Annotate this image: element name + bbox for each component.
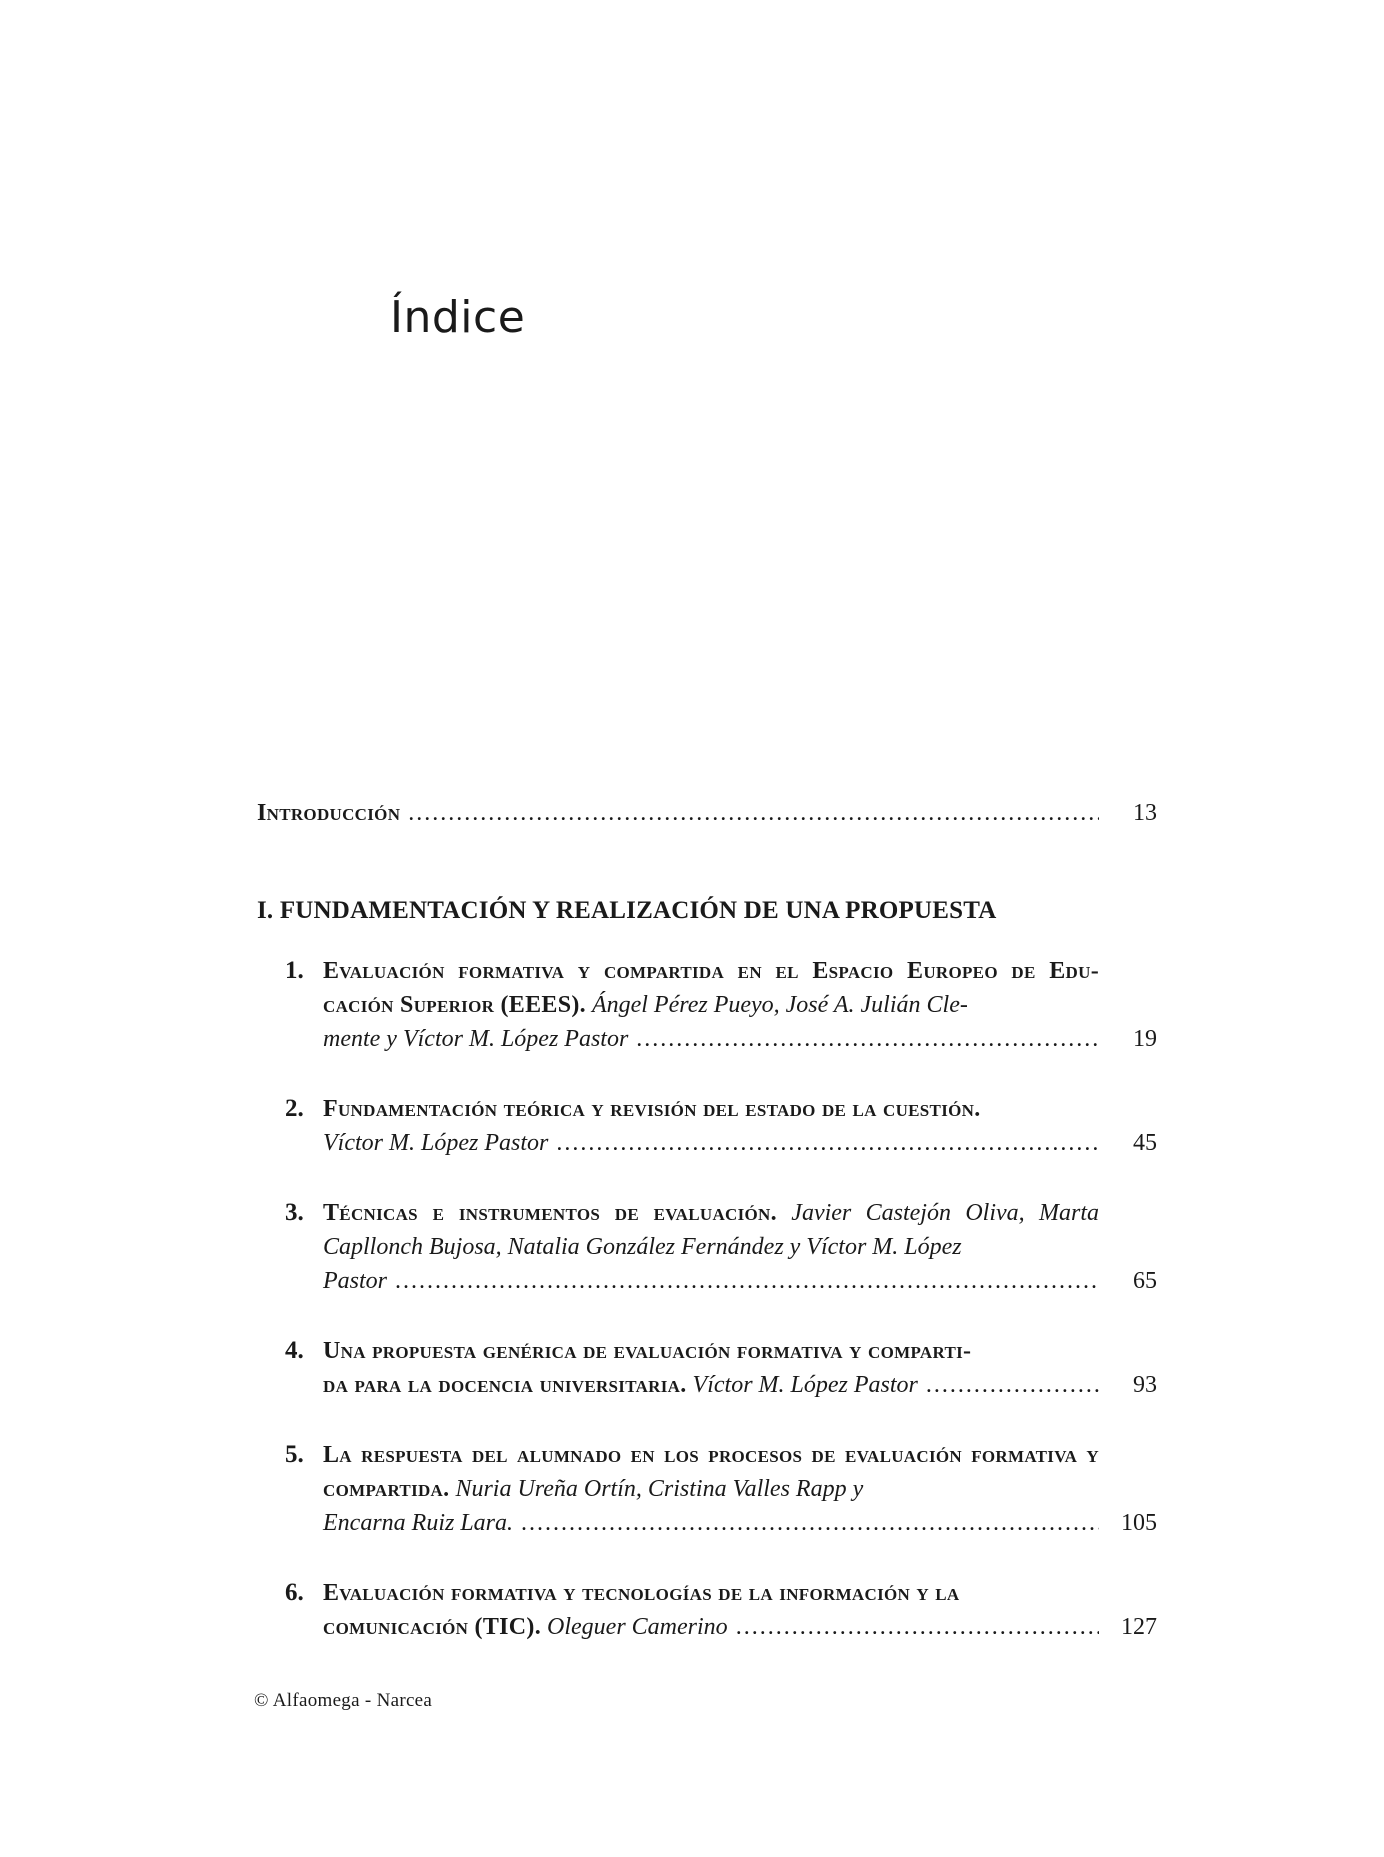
toc-entry-number: 4. — [285, 1337, 304, 1364]
toc-page-number: 127 — [1121, 1614, 1157, 1640]
toc-entry-last-label — [323, 1610, 728, 1644]
toc-entry-title: da para la docencia universitaria. — [323, 1372, 687, 1398]
toc-entry[interactable] — [257, 1438, 1157, 1540]
chapter-list — [257, 954, 1157, 1644]
toc-entry-title: comunicación (TIC). — [323, 1614, 542, 1640]
toc-entry-last-line — [323, 1264, 1157, 1298]
toc-entry-text — [323, 1092, 1157, 1160]
toc-entry-text — [323, 1334, 1157, 1402]
toc-entry[interactable] — [257, 954, 1157, 1056]
toc-entry-title: La respuesta del alumnado en los procesos de evaluación formativa y compartida. — [323, 1442, 1099, 1502]
toc-intro-row[interactable] — [257, 796, 1157, 830]
toc-entry-authors: Víctor M. López Pastor — [692, 1372, 918, 1398]
toc-entry-title: Evaluación formativa y tecnologías de la información y la — [323, 1580, 960, 1606]
toc-entry-authors: Víctor M. López Pastor — [323, 1130, 549, 1156]
toc-entry-text — [323, 1196, 1157, 1298]
dot-leader — [395, 1264, 1099, 1298]
toc-entry-last-line — [323, 1022, 1157, 1056]
toc-entry-authors: Javier Castejón Oliva, Marta Capllonch Bujosa, Natalia González Fernández y Víctor M. López — [323, 1200, 1100, 1260]
toc-entry-title: Evaluación formativa y compartida en el Espacio Europeo de Edu-cación Superior (EEES). — [323, 958, 1099, 1018]
toc-page-number: 105 — [1121, 1510, 1157, 1536]
toc-entry-authors: Encarna Ruiz Lara. — [323, 1510, 514, 1536]
toc-page-number: 65 — [1133, 1268, 1157, 1294]
toc-entry-text — [323, 1576, 1157, 1644]
toc-page-number: 13 — [1133, 800, 1157, 826]
part-title: I. FUNDAMENTACIÓN Y REALIZACIÓN DE UNA PROPUESTA — [257, 897, 997, 924]
toc-entry-authors: Oleguer Camerino — [547, 1614, 728, 1640]
toc-entry-body — [323, 1334, 1099, 1368]
toc-entry-text — [323, 1438, 1157, 1540]
toc-entry[interactable] — [257, 1196, 1157, 1298]
toc-entry-authors: Nuria Ureña Ortín, Cristina Valles Rapp y — [455, 1476, 864, 1502]
toc-entry[interactable] — [257, 1092, 1157, 1160]
toc-intro-label: Introducción — [257, 800, 401, 826]
dot-leader — [736, 1610, 1099, 1644]
toc-entry-last-line — [323, 1126, 1157, 1160]
toc-page-number: 93 — [1133, 1372, 1157, 1398]
toc-entry-number: 1. — [285, 957, 304, 984]
toc-entry-authors: mente y Víctor M. López Pastor — [323, 1026, 629, 1052]
dot-leader — [556, 1126, 1099, 1160]
toc-entry-body — [323, 1092, 1099, 1126]
toc-entry-authors: Pastor — [323, 1268, 388, 1294]
toc-page-number: 45 — [1133, 1130, 1157, 1156]
toc-entry-text — [323, 954, 1157, 1056]
toc-entry-title: Una propuesta genérica de evaluación formativa y comparti- — [323, 1338, 972, 1364]
dot-leader — [521, 1506, 1099, 1540]
dot-leader — [408, 796, 1099, 830]
toc-page-number: 19 — [1133, 1026, 1157, 1052]
toc-entry-number: 3. — [285, 1199, 304, 1226]
toc-entry-title: Fundamentación teórica y revisión del estado de la cuestión. — [323, 1096, 981, 1122]
toc-entry[interactable] — [257, 1576, 1157, 1644]
toc-entry-body — [323, 954, 1099, 1022]
toc-entry-last-label — [323, 1368, 918, 1402]
toc-entry-last-line — [323, 1506, 1157, 1540]
toc-entry-number: 2. — [285, 1095, 304, 1122]
toc-entry-body — [323, 1438, 1099, 1506]
toc-entry-body — [323, 1576, 1099, 1610]
dot-leader — [926, 1368, 1099, 1402]
toc-entry-last-label — [323, 1264, 387, 1298]
toc-entry-last-line — [323, 1368, 1157, 1402]
toc-entry-body — [323, 1196, 1099, 1264]
toc-entry-authors: Ángel Pérez Pueyo, José A. Julián Cle- — [591, 992, 968, 1018]
table-of-contents — [257, 796, 1157, 1680]
dot-leader — [636, 1022, 1099, 1056]
toc-entry-last-label — [323, 1022, 628, 1056]
toc-entry-last-label — [323, 1506, 513, 1540]
footer-copyright: © Alfaomega - Narcea — [254, 1690, 433, 1711]
toc-entry-number: 5. — [285, 1441, 304, 1468]
page-title: Índice — [390, 292, 526, 343]
toc-entry-title: Técnicas e instrumentos de evaluación. — [323, 1200, 777, 1226]
toc-entry-last-label — [323, 1126, 548, 1160]
toc-entry-number: 6. — [285, 1579, 304, 1606]
toc-entry-last-line — [323, 1610, 1157, 1644]
toc-entry[interactable] — [257, 1334, 1157, 1402]
